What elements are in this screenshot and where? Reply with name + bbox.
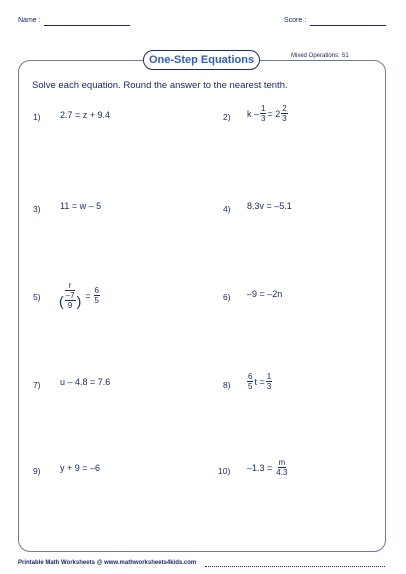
problem-5-left-paren: ( (59, 292, 64, 309)
problem-9-number: 9) (33, 466, 41, 476)
problem-10-number: 10) (218, 466, 231, 476)
problem-8-text: t = (254, 376, 265, 387)
name-field-line[interactable] (44, 25, 130, 26)
problem-2-fraction-1-denominator: 3 (261, 114, 266, 123)
problem-8-equation (246, 372, 273, 391)
problem-2-fraction-1 (260, 104, 266, 123)
problem-8-fraction-1-denominator: 5 (248, 382, 253, 391)
name-label: Name : (18, 17, 41, 24)
problem-8-fraction-2 (266, 372, 272, 391)
problem-2-number: 2) (223, 112, 231, 122)
problem-10-fraction (275, 458, 288, 477)
problem-5-complex-fraction (58, 281, 82, 310)
problem-6-text: –9 = –2n (247, 289, 283, 299)
problem-5-inner-numerator: –7 (65, 291, 75, 300)
problem-8-number: 8) (223, 380, 231, 390)
problem-5-inner-fraction (65, 291, 76, 310)
problem-7-number: 7) (33, 380, 41, 390)
problem-10-fraction-denominator: 4.3 (276, 468, 288, 477)
problem-1-text: 2.7 = z + 9.4 (60, 110, 111, 120)
problem-8-fraction-2-denominator: 3 (266, 382, 272, 391)
problem-10-equation (247, 458, 289, 477)
problem-5-numerator: r (65, 281, 76, 291)
problem-6-number: 6) (223, 292, 231, 302)
problem-1-number: 1) (33, 112, 41, 122)
problem-3-number: 3) (33, 204, 41, 214)
problem-5-fraction-2 (94, 286, 100, 305)
footer-rule (205, 560, 385, 567)
problem-7-equation (60, 377, 110, 387)
problem-8-fraction-2-numerator: 1 (266, 372, 272, 381)
problem-9-text: y + 9 = –6 (60, 463, 101, 473)
problem-2-fraction-2 (281, 104, 287, 123)
problem-5-fraction-2-numerator: 6 (94, 286, 99, 295)
problem-5-equation (57, 281, 101, 310)
problem-2-text-a: k – (247, 108, 260, 119)
problem-8-fraction-1-numerator: 6 (248, 372, 253, 381)
problem-5-equals: = (85, 290, 91, 301)
problem-10-fraction-numerator: m (278, 458, 286, 467)
problem-2-fraction-2-denominator: 3 (282, 114, 287, 123)
problem-2-equation (247, 104, 289, 123)
instructions: Solve each equation. Round the answer to the nearest tenth. (32, 80, 288, 91)
problem-5-denominator (58, 291, 82, 310)
worksheet-subtitle: Mixed Operations: S1 (291, 53, 349, 59)
problem-3-equation (60, 201, 101, 211)
problem-1-equation (60, 110, 110, 120)
score-field-line[interactable] (310, 25, 386, 26)
problem-2-text-b: = 2 (267, 108, 281, 119)
problem-9-equation (60, 463, 100, 473)
footer-attribution: Printable Math Worksheets @ www.mathworksheets4kids.com (18, 560, 197, 566)
problem-7-text: u – 4.8 = 7.6 (60, 377, 111, 387)
problem-2-fraction-2-numerator: 2 (282, 104, 287, 113)
problem-5-inner-denominator: 9 (67, 301, 73, 310)
problem-4-text: 8.3v = –5.1 (247, 201, 292, 211)
problem-5-fraction-2-denominator: 5 (94, 296, 99, 305)
problem-6-equation (247, 289, 282, 299)
problem-10-text: –1.3 = (247, 462, 273, 473)
worksheet-title: One-Step Equations (143, 50, 260, 70)
problem-3-text: 11 = w – 5 (60, 201, 102, 211)
problem-5-number: 5) (33, 292, 41, 302)
problem-5-right-paren: ) (76, 292, 82, 309)
problem-4-equation (247, 201, 292, 211)
problem-8-fraction-1 (247, 372, 253, 391)
problem-4-number: 4) (223, 204, 231, 214)
problem-2-fraction-1-numerator: 1 (261, 104, 266, 113)
score-label: Score : (284, 17, 307, 24)
